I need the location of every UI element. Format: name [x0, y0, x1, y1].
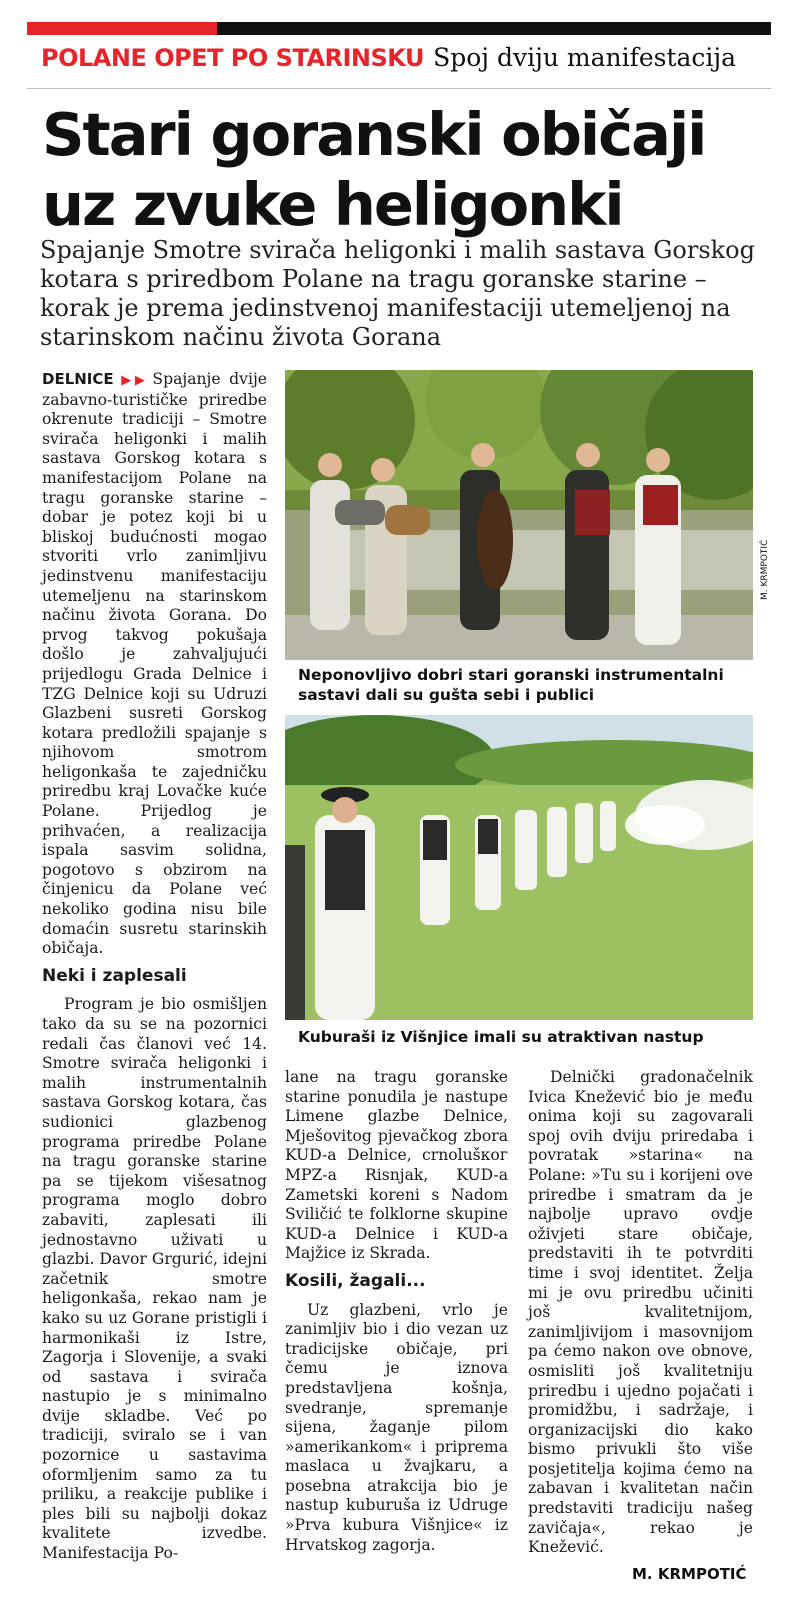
kicker-subtitle: Spoj dviju manifestacija [433, 43, 737, 72]
headline-line-2: uz zvuke heligonki [42, 170, 623, 239]
col3-paragraph-1: Delnički gradonačelnik Ivica Knežević bio je među onima koji su zagovarali spoj ovih dviju priredaba i povratak »starina« na Polane: »Tu su i korijeni ove priredbe i smatram da je najbolje upravo ovdje oživjeti stare običaje, predstaviti ih te potvrditi time i svoj identitet. Želja mi je ovu priredbu učiniti još kvalitetnijom, zanimljivijom i masovnijom pa ćemo nakon ove obnove, osmisliti još kvalitetniju priredbu i ujedno pojačati i promidžbu, i sadržaje, i organizacijski dio kako bismo privukli što više posjetitelja kojima ćemo na zabavan i kvalitetan način predstaviti tradiciju našeg zavičaja«, rekao je Knežević. [528, 1068, 753, 1557]
subhead-kosili-zagali: Kosili, žagali... [285, 1270, 426, 1291]
subhead-neki-i-zaplesali: Neki i zaplesali [42, 965, 187, 986]
column-1 [42, 370, 267, 1564]
kicker-label: POLANE OPET PO STARINSKU [41, 44, 424, 72]
deck: Spajanje Smotre svirača heligonki i malih sastava Gorskog kotara s priredbom Polane na tragu goranske starine – korak je prema jedinstvenoj manifestaciji utemeljenoj na starinskom načinu života Gorana [40, 236, 755, 351]
byline: M. KRMPOTIĆ [632, 1565, 747, 1583]
caption-kuburasi: Kuburaši iz Višnjice imali su atraktivan nastup [298, 1028, 704, 1046]
col1-paragraph-1: Spajanje dvije zabavno-turističke priredbe okrenute tradiciji – Smotre svirača heligonki i malih sastava Gorskog kotara s manifestacijom Polane na tragu goranske starine – dobar je potez koji bi u bliskoj budućnosti mogao stvoriti vrlo zanimljivu jedinstvenu manifestaciju utemeljenu na starinskom načinu života Gorana. Do prvog takvog pokušaja došlo je zahvaljujući prijedlogu Grada Delnice i TZG Delnice koji su Udruzi Glazbeni susreti Gorskog kotara predložili spajanje s njihovom smotrom heligonkaša te zajedničku priredbu kraj Lovačke kuće Polane. Prijedlog je prihvaćen, a realizacija ispala sasvim solidna, pogotovo s obzirom na činjenicu da Polane već nekoliko godina nisu bile domaćin susretu starinskih običaja. [42, 370, 268, 958]
column-2 [285, 1068, 508, 1555]
photo-credit-side: M. KRMPOTIĆ [760, 539, 770, 600]
kicker-rule [27, 88, 771, 89]
dateline: DELNICE [42, 370, 114, 388]
col2-paragraph-1: lane na tragu goranske starine ponudila je nastupe Limene glazbe Delnice, Mješovitog pjevačkog zbora KUD-a Delnice, crnolušког MPZ-a Risnjak, KUD-a Zametski koreni s Nadom Sviličić te folklorne skupine KUD-a Delnice i KUD-a Majžice iz Skrada. [285, 1068, 508, 1263]
column-3 [528, 1068, 753, 1558]
col1-paragraph-2: Program je bio osmišljen tako da su se na pozornici redali čas članovi već 14. Smotre svirača heligonki i malih instrumentalnih sastava Gorskog kotara, čas sudionici glazbenog programa priredbe Polane na tragu goranske starine pa se tijekom višesatnog programa moglo dobro zabaviti, zaplesati ili jednostavno uživati u glazbi. Davor Grgurić, idejni začetnik smotre heligonkaša, rekao nam je kako su uz Gorane pristigli i harmonikaši iz Istre, Zagorja i Slovenije, a svaki od sastava i svirača nastupio je s minimalno dvije skladbe. Već po tradiciji, sviralo se i van pozornice u sastavima oformljenim samo za tu priliku, a reakcije publike i ples bili su najbolji dokaz kvalitete izvedbe. Manifestacija Po- [42, 995, 267, 1563]
photo-musicians [285, 370, 753, 660]
top-bar-accent [27, 22, 217, 35]
headline-line-1: Stari goranski običaji [42, 100, 706, 169]
headline [42, 100, 782, 240]
caption-musicians: Neponovljivo dobri stari goranski instrumentalni sastavi dali su gušta sebi i publici [298, 666, 724, 704]
photo-kuburasi [285, 715, 753, 1020]
dateline-arrows-icon: ▶▶ [117, 373, 149, 388]
kicker [41, 43, 736, 79]
col2-paragraph-2: Uz glazbeni, vrlo je zanimljiv bio i dio vezan uz tradicijske običaje, pri čemu je iznova predstavljena košnja, svedranje, spremanje sijena, žaganje pilom »amerikankom« i priprema maslaca u žvajkaru, a posebna atrakcija bio je nastup kuburuša iz Udruge »Prva kubura Višnjice« iz Hrvatskog zagorja. [285, 1300, 508, 1554]
